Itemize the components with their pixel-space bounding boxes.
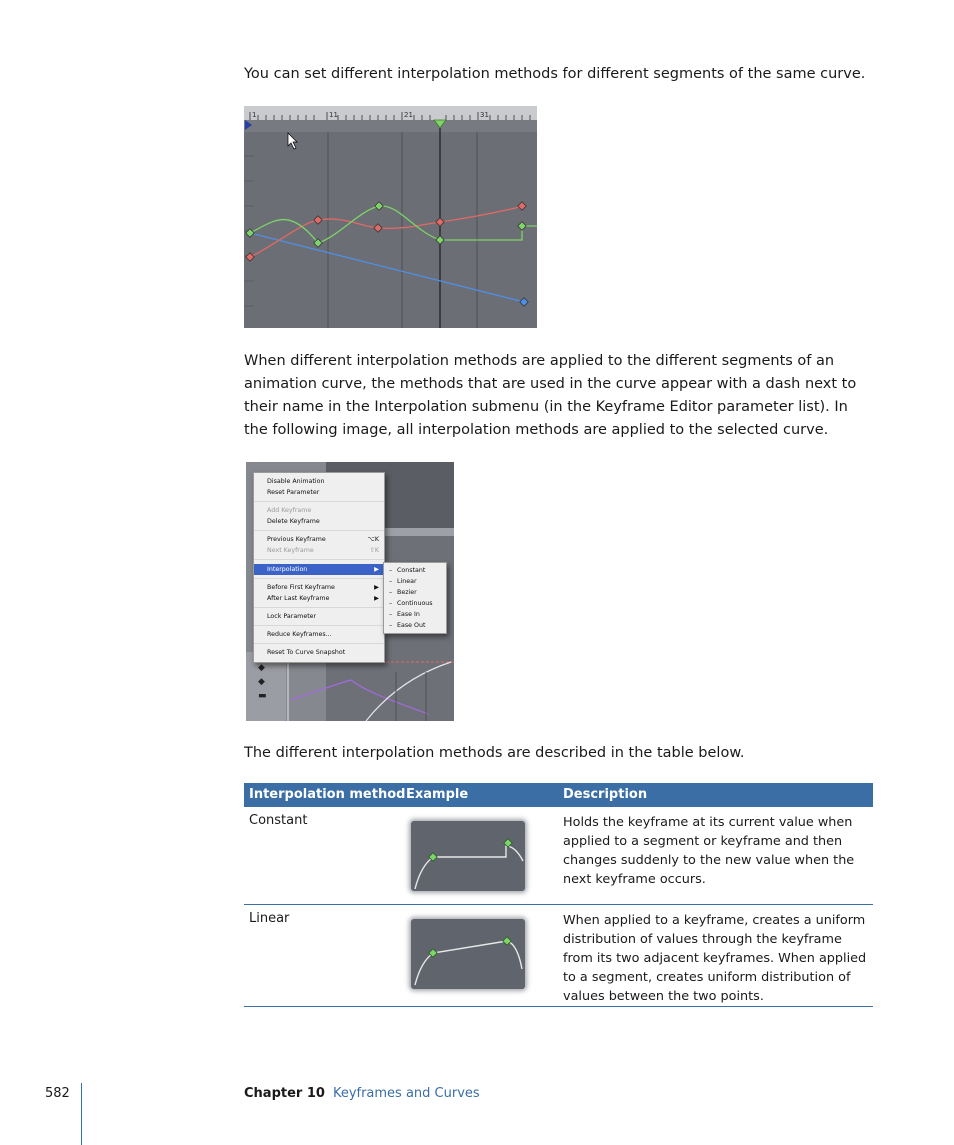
menu-separator	[254, 607, 384, 608]
menu-separator	[254, 501, 384, 502]
menu-item-previous-keyframe[interactable]: Previous Keyframe ⌥K	[267, 536, 379, 543]
submenu-arrow-icon: ▶	[374, 584, 379, 591]
linear-example-image	[411, 919, 525, 989]
menu-item-next-keyframe[interactable]: Next Keyframe ⇧K	[267, 547, 379, 554]
menu-item-reset-parameter[interactable]: Reset Parameter	[267, 489, 320, 496]
menu-item-reset-to-curve-snapshot[interactable]: Reset To Curve Snapshot	[267, 649, 346, 656]
keyframe-point	[503, 937, 511, 945]
interpolation-submenu	[383, 562, 447, 634]
header-method: Interpolation method	[249, 787, 406, 802]
ruler-label: 31	[480, 111, 489, 119]
ruler-label: 21	[404, 111, 413, 119]
interpolation-table	[244, 783, 873, 1007]
submenu-item-continuous[interactable]: – Continuous	[389, 600, 433, 607]
page-number: 582	[45, 1086, 70, 1101]
menu-separator	[254, 643, 384, 644]
footer-divider	[81, 1083, 82, 1145]
interpolation-menu-screenshot	[246, 462, 454, 721]
chapter-footer	[244, 1086, 480, 1101]
ruler-label: 1	[252, 111, 257, 119]
submenu-item-linear[interactable]: – Linear	[389, 578, 417, 585]
table-intro-paragraph: The different interpolation methods are described in the table below.	[244, 745, 745, 761]
menu-item-before-first-keyframe[interactable]: Before First Keyframe ▶	[267, 584, 379, 591]
menu-item-delete-keyframe[interactable]: Delete Keyframe	[267, 518, 320, 525]
menu-separator	[254, 530, 384, 531]
submenu-arrow-icon: ▶	[374, 566, 379, 573]
method-name: Linear	[249, 911, 290, 926]
shortcut-label: ⇧K	[369, 547, 379, 554]
menu-item-after-last-keyframe[interactable]: After Last Keyframe ▶	[267, 595, 379, 602]
intro-paragraph: You can set different interpolation methods for different segments of the same curve.	[244, 66, 866, 82]
method-description: When applied to a keyframe, creates a uniform distribution of values through the keyframe from its two adjacent keyframes. When applied to a segment, creates uniform distribution of values between the two points.	[563, 913, 867, 1004]
method-description: Holds the keyframe at its current value when applied to a segment or keyframe and then changes suddenly to the new value when the next keyframe occurs.	[563, 815, 855, 887]
submenu-item-bezier[interactable]: – Bezier	[389, 589, 417, 596]
header-example: Example	[406, 787, 469, 802]
context-menu	[253, 472, 385, 663]
table-row	[244, 807, 873, 905]
submenu-item-ease-in[interactable]: – Ease In	[389, 611, 420, 618]
chapter-label: Chapter 10	[244, 1086, 325, 1101]
constant-example-image	[411, 821, 525, 891]
shortcut-label: ⌥K	[367, 536, 379, 543]
menu-item-add-keyframe[interactable]: Add Keyframe	[267, 507, 312, 514]
header-description: Description	[563, 787, 648, 802]
add-keyframe-icon: ◆	[258, 663, 265, 673]
menu-separator	[254, 578, 384, 579]
menu-separator	[254, 559, 384, 560]
menu-item-reduce-keyframes[interactable]: Reduce Keyframes...	[267, 631, 332, 638]
keyframe-icon: ◆	[258, 677, 265, 687]
table-header	[244, 783, 873, 807]
menu-explanation-paragraph: When different interpolation methods are applied to the different segments of an animation curve, the methods that are used in the curve appear with a dash next to their name in the Interpolation submenu (in the Keyframe Editor parameter list). In the following image, all interpolation methods are applied to the selected curve.	[244, 353, 857, 438]
submenu-item-ease-out[interactable]: – Ease Out	[389, 622, 426, 629]
curve-editor-screenshot	[244, 106, 537, 328]
ruler-label: 11	[329, 111, 338, 119]
method-name: Constant	[249, 813, 308, 828]
chapter-title-link[interactable]: Keyframes and Curves	[332, 1086, 480, 1101]
menu-separator	[254, 625, 384, 626]
menu-item-lock-parameter[interactable]: Lock Parameter	[267, 613, 317, 620]
table-row	[244, 905, 873, 1007]
keyframe-point	[504, 839, 512, 847]
minus-icon: ▬	[258, 691, 267, 701]
menu-item-interpolation[interactable]: Interpolation ▶	[254, 564, 384, 575]
submenu-arrow-icon: ▶	[374, 595, 379, 602]
menu-item-disable-animation[interactable]: Disable Animation	[267, 478, 325, 485]
submenu-item-constant[interactable]: – Constant	[389, 567, 426, 574]
